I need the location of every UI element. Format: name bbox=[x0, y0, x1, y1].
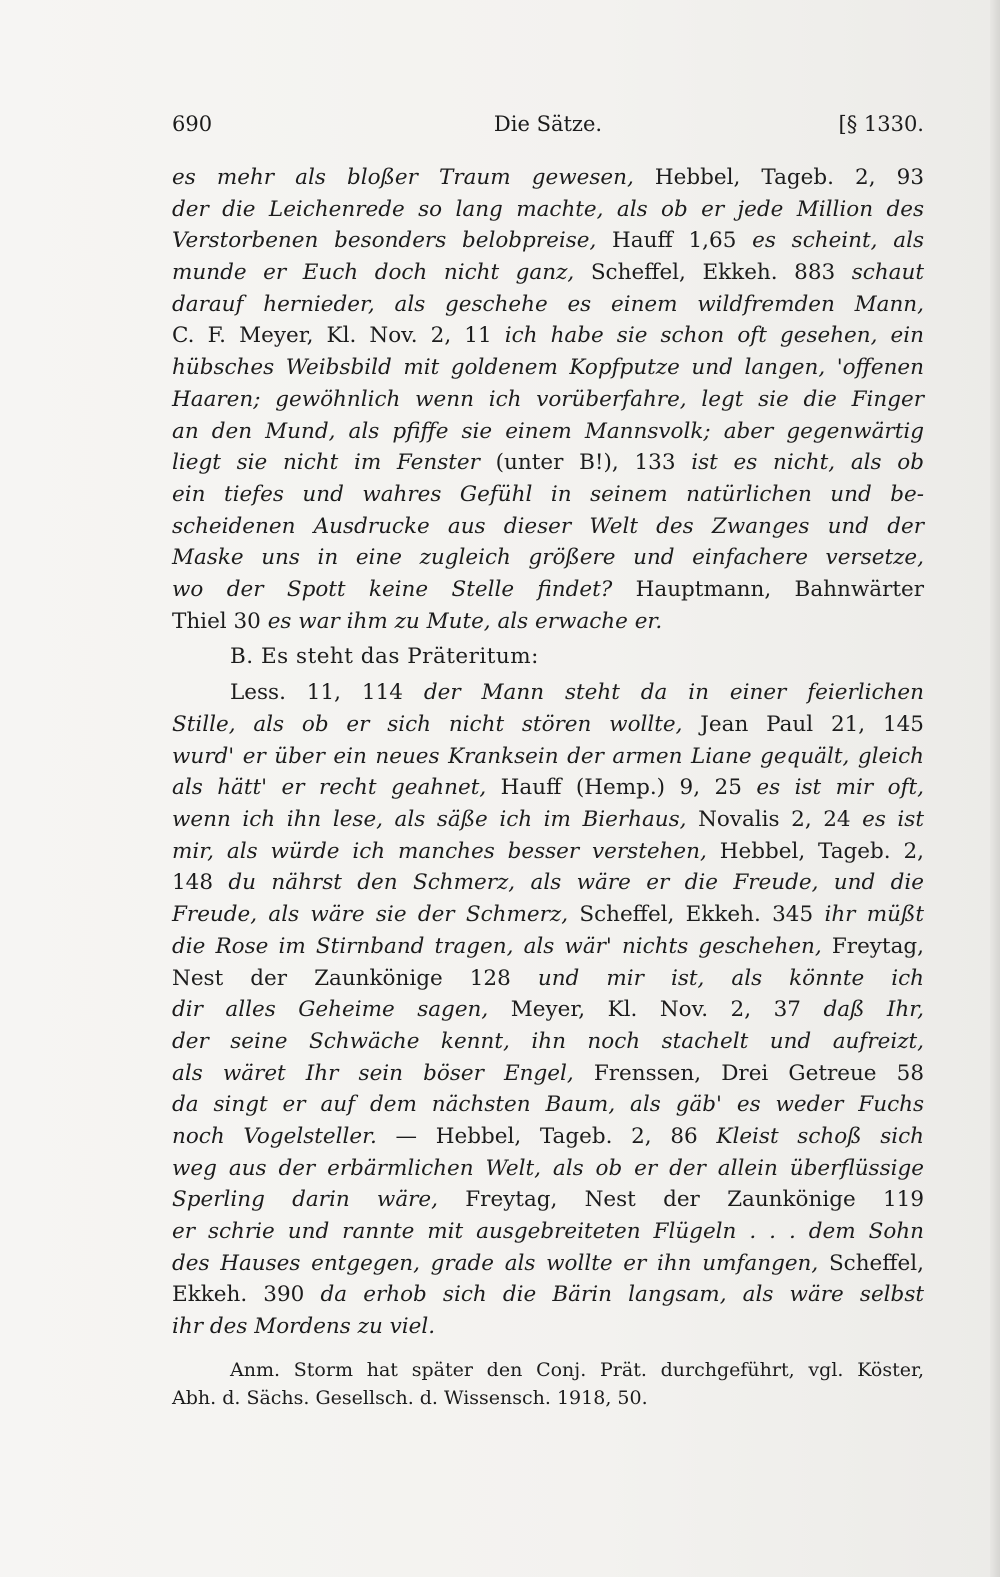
text-line bbox=[172, 1311, 924, 1343]
italic-segment: hübsches Weibsbild mit goldenem Kopfputze und langen, 'offenen bbox=[172, 355, 924, 381]
text-line bbox=[172, 899, 924, 931]
text-line bbox=[172, 931, 924, 963]
text-line bbox=[172, 709, 924, 741]
section-heading: B. Es steht das Präteritum: bbox=[230, 644, 539, 670]
italic-segment: darauf hernieder, als geschehe es einem wildfremden Mann, bbox=[172, 291, 924, 317]
italic-segment: Maske uns in eine zugleich größere und einfachere versetze, bbox=[172, 545, 924, 571]
text-line bbox=[172, 162, 924, 194]
text-segment: — Hebbel, Tageb. 2, 86 bbox=[376, 1123, 717, 1149]
italic-segment: der Mann steht da in einer feierlichen bbox=[423, 680, 924, 706]
text-line bbox=[172, 416, 924, 448]
text-line bbox=[172, 1026, 924, 1058]
italic-segment: noch Vogelsteller. bbox=[172, 1123, 377, 1149]
text-line bbox=[172, 225, 924, 257]
italic-segment: der seine Schwäche kennt, ihn noch stachelt und aufreizt, bbox=[172, 1028, 924, 1054]
italic-segment: und mir ist, als könnte ich bbox=[537, 965, 924, 991]
text-segment: C. F. Meyer, Kl. Nov. 2, 11 bbox=[172, 323, 505, 349]
text-segment: Hauff 1,65 bbox=[596, 228, 753, 254]
text-line bbox=[172, 1279, 924, 1311]
text-segment: Freytag, bbox=[821, 933, 924, 959]
italic-segment: da singt er auf dem nächsten Baum, als gäb' es weder Fuchs bbox=[172, 1092, 924, 1118]
italic-segment: wenn ich ihn lese, als säße ich im Bierhaus, bbox=[172, 807, 687, 833]
body-text bbox=[172, 162, 924, 1343]
italic-segment: wo der Spott keine Stelle findet? bbox=[172, 576, 613, 602]
italic-segment: ist es nicht, als ob bbox=[691, 450, 924, 476]
italic-segment: schaut bbox=[851, 260, 924, 286]
italic-segment: Verstorbenen besonders belobpreise, bbox=[172, 228, 597, 254]
text-line bbox=[172, 289, 924, 321]
italic-segment: Stille, als ob er sich nicht stören wollte, bbox=[172, 712, 683, 737]
footnote bbox=[172, 1356, 924, 1412]
italic-segment: es ist bbox=[862, 807, 924, 833]
text-segment: Hauff (Hemp.) 9, 25 bbox=[486, 775, 757, 801]
italic-segment: mir, als würde ich manches besser verstehen, bbox=[172, 838, 707, 864]
italic-segment: Freude, als wäre sie der Schmerz, bbox=[172, 902, 569, 928]
text-line bbox=[172, 320, 924, 352]
italic-segment: es mehr als bloßer Traum gewesen, bbox=[172, 165, 634, 190]
page-number: 690 bbox=[172, 112, 213, 136]
text-line bbox=[172, 772, 924, 804]
running-title: Die Sätze. bbox=[493, 112, 603, 136]
italic-segment: dir alles Geheime sagen, bbox=[172, 997, 489, 1023]
text-segment: Scheffel, bbox=[818, 1250, 924, 1276]
text-line bbox=[172, 867, 924, 899]
italic-segment: du nährst den Schmerz, als wäre er die Freude, und die bbox=[228, 870, 924, 896]
text-segment: Hebbel, Tageb. 2, 93 bbox=[633, 165, 924, 190]
text-segment: Scheffel, Ekkeh. 883 bbox=[574, 260, 852, 286]
italic-segment: ich habe sie schon oft gesehen, ein bbox=[504, 323, 924, 349]
italic-segment: es war ihm zu Mute, als erwache er. bbox=[267, 608, 663, 634]
italic-segment: des Hauses entgegen, grade als wollte er ihn umfangen, bbox=[172, 1250, 819, 1276]
italic-segment: der die Leichenrede so lang machte, als ob er jede Million des bbox=[172, 196, 924, 222]
text-line bbox=[172, 352, 924, 384]
italic-segment: wurd' er über ein neues Kranksein der armen Liane gequält, gleich bbox=[172, 743, 924, 769]
text-line bbox=[172, 1121, 924, 1153]
italic-segment: daß Ihr, bbox=[823, 997, 924, 1023]
text-line bbox=[172, 1216, 924, 1248]
text-segment: Frenssen, Drei Getreue 58 bbox=[573, 1060, 924, 1086]
text-line bbox=[172, 479, 924, 511]
text-line bbox=[172, 741, 924, 773]
text-segment: Novalis 2, 24 bbox=[686, 807, 863, 833]
text-line bbox=[172, 1248, 924, 1280]
text-line bbox=[172, 963, 924, 995]
text-segment: Thiel 30 bbox=[172, 608, 268, 634]
text-segment: Less. 11, 114 bbox=[230, 680, 424, 706]
italic-segment: als wäret Ihr sein böser Engel, bbox=[172, 1060, 574, 1086]
text-line bbox=[172, 1089, 924, 1121]
text-line bbox=[172, 606, 924, 638]
paragraph-a bbox=[172, 162, 924, 637]
text-line bbox=[172, 194, 924, 226]
italic-segment: an den Mund, als pfiffe sie einem Mannsvolk; aber gegenwärtig bbox=[172, 418, 924, 444]
text-line bbox=[172, 804, 924, 836]
text-segment: Meyer, Kl. Nov. 2, 37 bbox=[488, 997, 824, 1023]
text-segment: Hauptmann, Bahnwärter bbox=[612, 576, 924, 602]
text-segment: Nest der Zaunkönige 128 bbox=[172, 965, 538, 991]
italic-segment: Haaren; gewöhnlich wenn ich vorüberfahre, legt sie die Finger bbox=[172, 386, 924, 412]
italic-segment: Sperling darin wäre, bbox=[172, 1187, 438, 1213]
italic-segment: die Rose im Stirnband tragen, als wär' nichts geschehen, bbox=[172, 933, 822, 959]
text-segment: (unter B!), 133 bbox=[479, 450, 692, 476]
text-line bbox=[172, 384, 924, 416]
text-line bbox=[172, 677, 924, 709]
text-segment: Freytag, Nest der Zaunkönige 119 bbox=[438, 1187, 924, 1213]
text-segment: Ekkeh. 390 bbox=[172, 1282, 321, 1308]
footnote-line: Abh. d. Sächs. Gesellsch. d. Wissensch. 1918, 50. bbox=[172, 1387, 648, 1409]
text-line bbox=[172, 1058, 924, 1090]
italic-segment: ihr des Mordens zu viel. bbox=[172, 1314, 436, 1340]
text-line bbox=[172, 994, 924, 1026]
text-segment: Jean Paul 21, 145 bbox=[682, 712, 924, 737]
text-line bbox=[172, 542, 924, 574]
text-line bbox=[172, 511, 924, 543]
italic-segment: Kleist schoß sich bbox=[716, 1123, 925, 1149]
text-line bbox=[172, 1184, 924, 1216]
paragraph-b bbox=[172, 677, 924, 1342]
text-segment: Scheffel, Ekkeh. 345 bbox=[568, 902, 825, 928]
text-line bbox=[172, 574, 924, 606]
italic-segment: es scheint, als bbox=[752, 228, 924, 254]
text-line bbox=[172, 1153, 924, 1185]
text-line bbox=[172, 836, 924, 868]
italic-segment: er schrie und rannte mit ausgebreiteten Flügeln . . . dem Sohn bbox=[172, 1219, 924, 1244]
text-segment: 148 bbox=[172, 870, 229, 896]
italic-segment: munde er Euch doch nicht ganz, bbox=[172, 260, 575, 286]
italic-segment: weg aus der erbärmlichen Welt, als ob er der allein überflüssige bbox=[172, 1155, 924, 1181]
italic-segment: es ist mir oft, bbox=[756, 775, 924, 801]
running-header bbox=[172, 108, 924, 140]
italic-segment: als hätt' er recht geahnet, bbox=[172, 775, 487, 801]
italic-segment: ein tiefes und wahres Gefühl in seinem natürlichen und be- bbox=[172, 481, 924, 507]
footnote-line: Anm. Storm hat später den Conj. Prät. durchgeführt, vgl. Köster, bbox=[230, 1359, 924, 1381]
text-line bbox=[172, 447, 924, 479]
text-segment: Hebbel, Tageb. 2, bbox=[706, 838, 924, 864]
italic-segment: liegt sie nicht im Fenster bbox=[172, 450, 480, 476]
italic-segment: da erhob sich die Bärin langsam, als wäre selbst bbox=[320, 1282, 924, 1308]
italic-segment: ihr müßt bbox=[824, 902, 924, 928]
italic-segment: scheidenen Ausdrucke aus dieser Welt des Zwanges und der bbox=[172, 513, 924, 539]
text-line bbox=[172, 257, 924, 289]
section-number: [§ 1330. bbox=[838, 112, 924, 136]
